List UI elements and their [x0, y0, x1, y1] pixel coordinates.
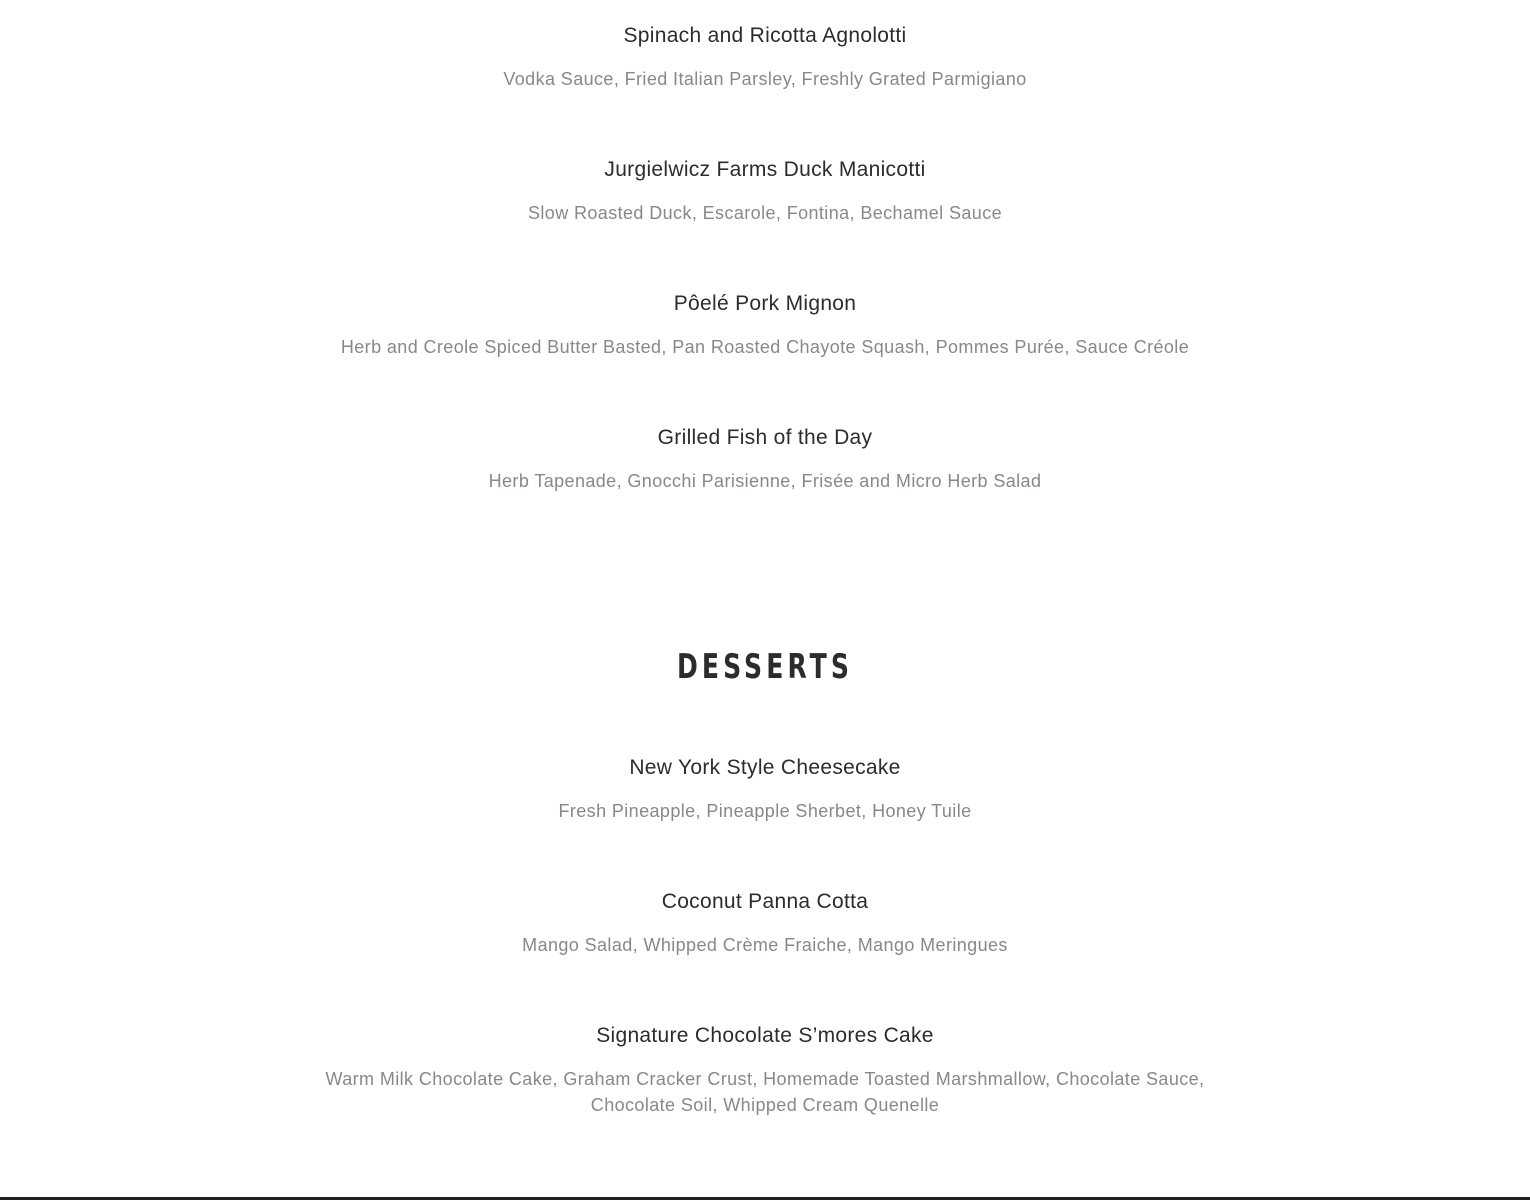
menu-item	[0, 1023, 1530, 1118]
menu-item-description: Herb Tapenade, Gnocchi Parisienne, Frisée and Micro Herb Salad	[488, 471, 1042, 491]
menu-item-name: Pôelé Pork Mignon	[673, 292, 857, 315]
menu-item	[0, 889, 1530, 958]
menu-item	[0, 755, 1530, 824]
menu-item-name: Coconut Panna Cotta	[661, 890, 869, 913]
menu-item-description: Slow Roasted Duck, Escarole, Fontina, Bechamel Sauce	[527, 203, 1003, 223]
menu-item-name: Spinach and Ricotta Agnolotti	[623, 24, 907, 47]
section-heading-desserts: DESSERTS	[676, 647, 854, 687]
menu-item-name: Grilled Fish of the Day	[657, 426, 873, 449]
menu-item-description: Vodka Sauce, Fried Italian Parsley, Freshly Grated Parmigiano	[503, 69, 1027, 89]
menu-item	[0, 157, 1530, 226]
menu-item	[0, 23, 1530, 92]
menu-item	[0, 291, 1530, 360]
menu-item-name: Jurgielwicz Farms Duck Manicotti	[604, 158, 926, 181]
menu-item-description: Fresh Pineapple, Pineapple Sherbet, Honey Tuile	[558, 801, 972, 821]
menu-item-name: Signature Chocolate S’mores Cake	[596, 1024, 934, 1047]
menu-item-description: Herb and Creole Spiced Butter Basted, Pan Roasted Chayote Squash, Pommes Purée, Sauce Créole	[340, 337, 1190, 357]
menu-item-name: New York Style Cheesecake	[629, 756, 901, 779]
menu-item-description: Mango Salad, Whipped Crème Fraiche, Mango Meringues	[522, 935, 1008, 955]
menu-item	[0, 425, 1530, 494]
menu-item-description: Warm Milk Chocolate Cake, Graham Cracker Crust, Homemade Toasted Marshmallow, Chocolate Sauce, Chocolate Soil, Whipped Cream Quenelle	[325, 1069, 1205, 1115]
